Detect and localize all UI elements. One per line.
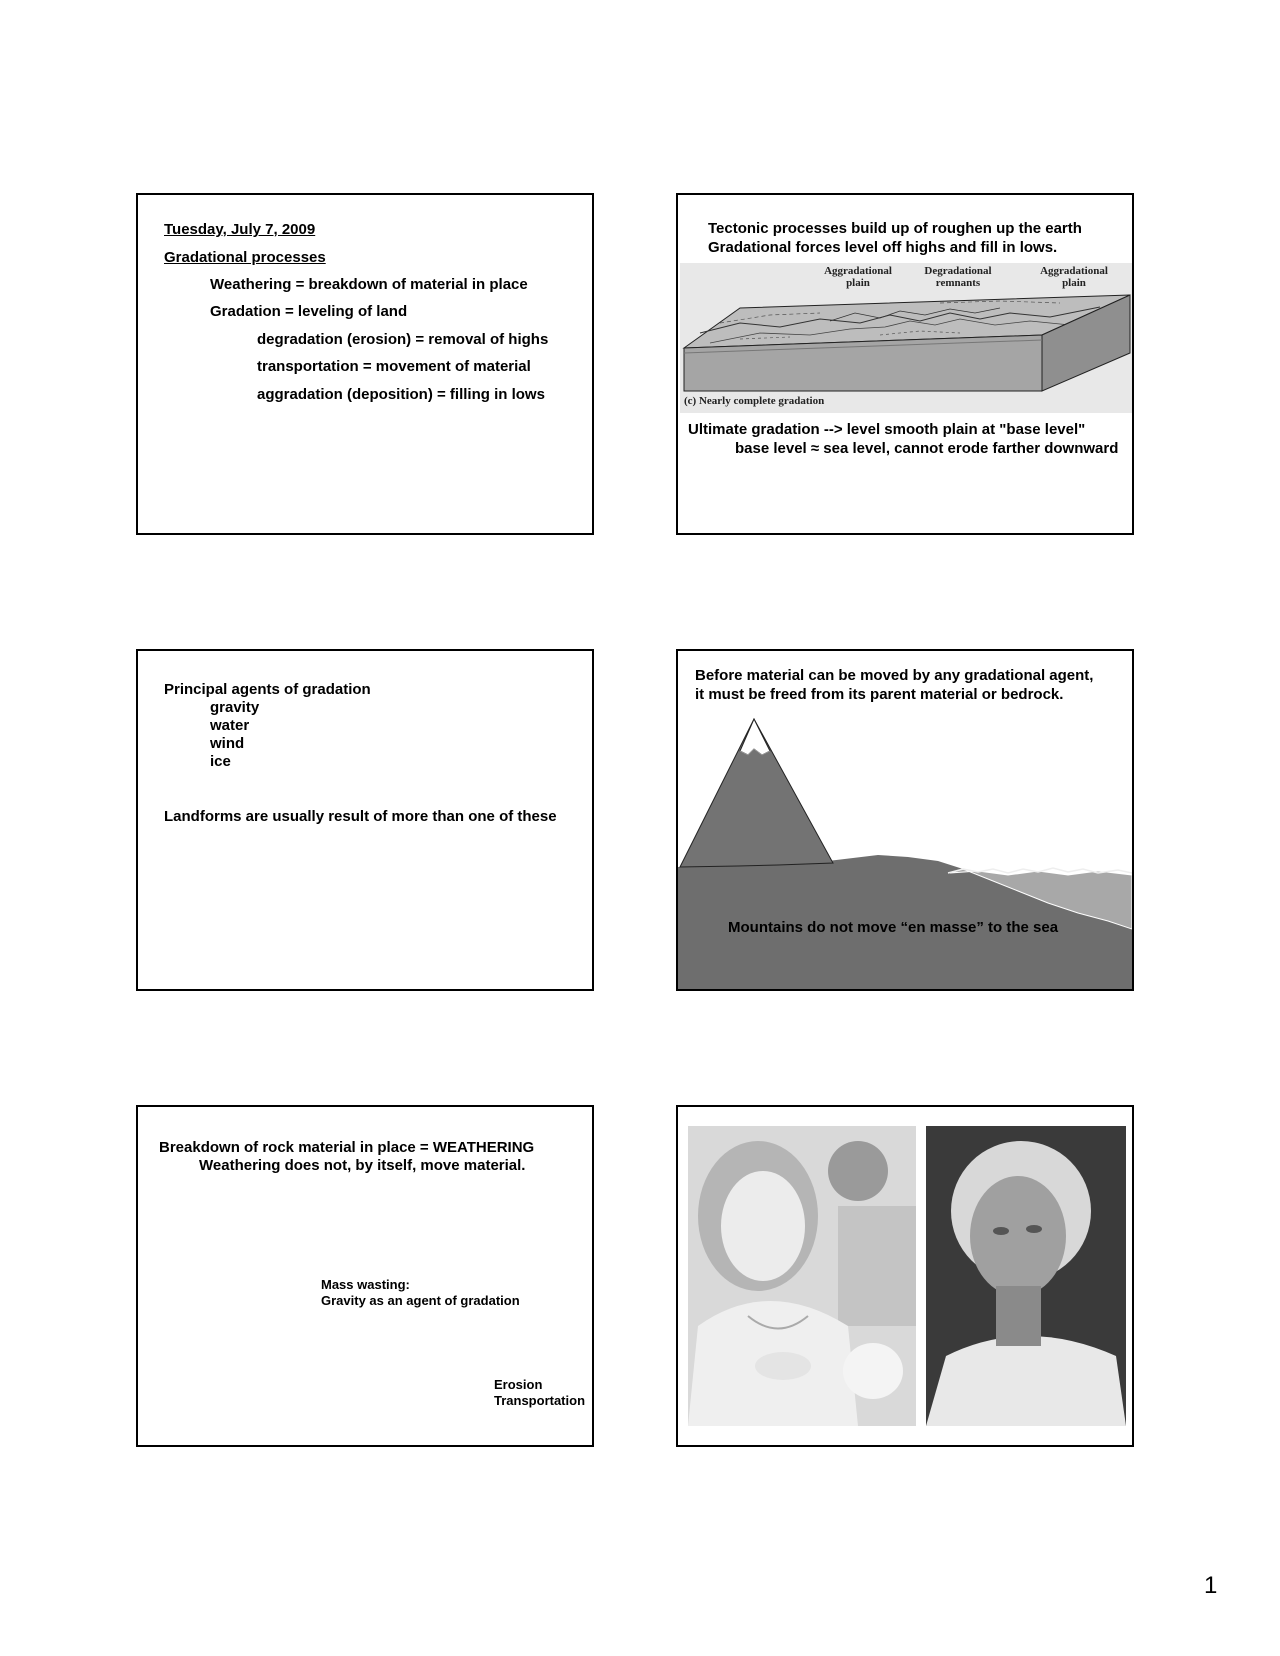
transportation-definition: transportation = movement of material: [257, 358, 531, 375]
elderly-woman-photo: [926, 1126, 1126, 1426]
weathering-heading: Breakdown of rock material in place = WEATHERING: [159, 1139, 535, 1156]
agent-item: gravity: [210, 699, 260, 716]
slide-date: Tuesday, July 7, 2009: [164, 221, 316, 238]
mountain-caption: Mountains do not move “en masse” to the sea: [728, 919, 1059, 936]
elderly-woman-photo-image: [926, 1126, 1126, 1426]
child-photo: [688, 1126, 916, 1426]
gradation-block-diagram: [680, 263, 1132, 413]
label-aggradational-plain-left: Aggradational plain: [824, 265, 892, 289]
slide-heading: Gradational processes: [164, 249, 326, 266]
agents-heading: Principal agents of gradation: [164, 681, 371, 698]
gradational-line: Gradational forces level off highs and fill in lows.: [708, 239, 1058, 256]
agent-item: wind: [210, 735, 245, 752]
slide-principal-agents: [136, 649, 594, 991]
weathering-note: Weathering does not, by itself, move material.: [199, 1157, 526, 1174]
degradation-definition: degradation (erosion) = removal of highs: [257, 331, 549, 348]
figure-caption: (c) Nearly complete gradation: [684, 395, 825, 407]
slide-gradational-processes: [136, 193, 594, 535]
slide-tectonic-vs-gradational: [676, 193, 1134, 535]
slide-mountain-to-sea: [676, 649, 1134, 991]
slide-weathering: [136, 1105, 594, 1447]
agent-item: water: [210, 717, 250, 734]
transportation-label: Transportation: [494, 1393, 586, 1408]
gradation-definition: Gradation = leveling of land: [210, 303, 408, 320]
tectonic-line: Tectonic processes build up of roughen up the earth: [708, 220, 1082, 237]
base-level-line: base level ≈ sea level, cannot erode farther downward: [735, 440, 1119, 457]
mass-wasting-description: Gravity as an agent of gradation: [321, 1293, 520, 1308]
weathering-definition: Weathering = breakdown of material in place: [210, 276, 528, 293]
aggradation-definition: aggradation (deposition) = filling in lows: [257, 386, 545, 403]
erosion-label: Erosion: [494, 1377, 543, 1392]
label-degradational-remnants: Degradational remnants: [924, 265, 992, 289]
ultimate-gradation-line: Ultimate gradation --> level smooth plain at "base level": [688, 421, 1086, 438]
agent-item: ice: [210, 753, 231, 770]
freed-material-line1: Before material can be moved by any gradational agent,: [695, 667, 1094, 684]
mass-wasting-label: Mass wasting:: [321, 1277, 410, 1292]
label-aggradational-plain-right: Aggradational plain: [1040, 265, 1108, 289]
freed-material-line2: it must be freed from its parent material or bedrock.: [695, 686, 1064, 703]
child-photo-image: [688, 1126, 916, 1426]
slide-photos-young-and-old: [676, 1105, 1134, 1447]
landforms-note: Landforms are usually result of more than one of these: [164, 808, 557, 825]
page-number: 1: [1204, 1572, 1218, 1599]
